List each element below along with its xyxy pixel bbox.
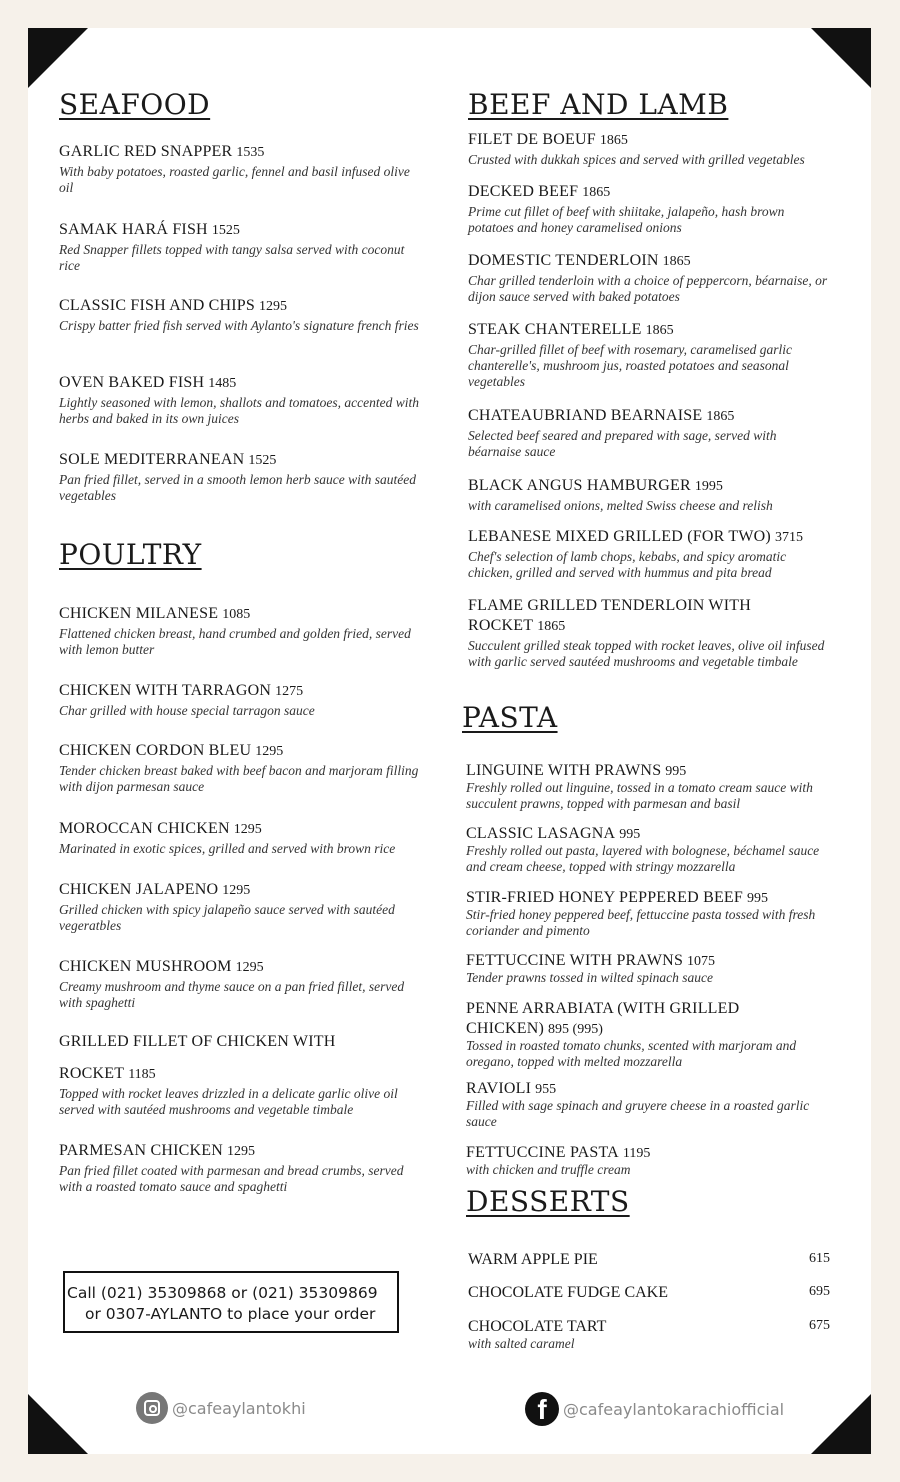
item-price: 1295: [233, 822, 262, 837]
item-description: with caramelised onions, melted Swiss cheese and relish: [468, 498, 773, 513]
menu-item: [466, 1078, 831, 1130]
section-title-desserts: DESSERTS: [466, 1185, 630, 1218]
item-name: CHICKEN MILANESE: [59, 605, 219, 622]
item-name: CHICKEN JALAPENO: [59, 881, 219, 898]
menu-item: [59, 141, 424, 196]
item-name: WARM APPLE PIE: [468, 1251, 598, 1268]
item-name: STIR-FRIED HONEY PEPPERED BEEF: [466, 889, 743, 906]
section-title-seafood: SEAFOOD: [59, 88, 211, 121]
item-description: Tender chicken breast baked with beef bacon and marjoram filling with dijon parmesan sauce: [59, 763, 419, 794]
item-price: 1085: [222, 607, 251, 622]
item-description: with chicken and truffle cream: [466, 1162, 631, 1177]
item-name: PENNE ARRABIATA (WITH GRILLED CHICKEN): [466, 1000, 740, 1037]
item-price: 1865: [599, 133, 628, 148]
item-description: Flattened chicken breast, hand crumbed and golden fried, served with lemon butter: [59, 626, 411, 657]
instagram-handle[interactable]: [136, 1392, 306, 1424]
item-description: Topped with rocket leaves drizzled in a delicate garlic olive oil served with sautéed mushrooms and vegetable timbale: [59, 1086, 398, 1117]
facebook-text: @cafeaylantokarachiofficial: [563, 1399, 785, 1419]
item-price: 1865: [645, 323, 674, 338]
item-description: Char grilled tenderloin with a choice of peppercorn, béarnaise, or dijon sauce served with baked potatoes: [468, 273, 828, 304]
item-price: 675: [809, 1318, 830, 1333]
item-description: Pan fried fillet, served in a smooth lemon herb sauce with sautéed vegetables: [59, 472, 416, 503]
item-price: 1995: [694, 479, 723, 494]
call-line: Call (021) 35309868 or (021) 35309869: [67, 1284, 378, 1302]
item-price: 1195: [622, 1146, 651, 1161]
item-name: DOMESTIC TENDERLOIN: [468, 252, 659, 269]
item-price: 1485: [208, 376, 237, 391]
item-description: Selected beef seared and prepared with sage, served with béarnaise sauce: [468, 428, 777, 459]
item-price: 895 (995): [548, 1022, 603, 1037]
dessert-item: [468, 1284, 830, 1302]
item-description: Char grilled with house special tarragon sauce: [59, 703, 315, 718]
menu-item: [59, 1033, 424, 1118]
item-price: 3715: [774, 530, 803, 545]
item-name: CHICKEN WITH TARRAGON: [59, 682, 272, 699]
corner-decoration: [811, 1394, 871, 1454]
item-price: 995: [746, 891, 768, 906]
item-name: PARMESAN CHICKEN: [59, 1142, 223, 1159]
item-description: Grilled chicken with spicy jalapeño sauce served with sautéed vegeratbles: [59, 902, 395, 933]
menu-item: [468, 319, 833, 390]
menu-item: [59, 449, 424, 504]
item-price: 1865: [706, 409, 735, 424]
item-price: 1865: [662, 254, 691, 269]
dessert-item: [468, 1318, 830, 1352]
item-price: 1525: [248, 453, 277, 468]
item-name: OVEN BAKED FISH: [59, 374, 205, 391]
item-price: 1295: [235, 960, 264, 975]
menu-item: [466, 887, 831, 939]
item-description: Red Snapper fillets topped with tangy salsa served with coconut rice: [59, 242, 405, 273]
menu-item: [468, 129, 833, 168]
item-name: DECKED BEEF: [468, 183, 579, 200]
section-title-poultry: POULTRY: [59, 538, 202, 571]
item-description: Freshly rolled out pasta, layered with bolognese, béchamel sauce and cream cheese, topped with stringy mozzarella: [466, 843, 820, 874]
item-name: ROCKET: [59, 1065, 125, 1082]
item-name: LEBANESE MIXED GRILLED (FOR TWO): [468, 528, 771, 545]
menu-page: [28, 28, 871, 1454]
menu-item: [59, 372, 424, 427]
menu-item: [59, 603, 424, 658]
item-name: MOROCCAN CHICKEN: [59, 820, 230, 837]
menu-item: [468, 475, 833, 514]
menu-item: [468, 181, 833, 236]
corner-decoration: [28, 28, 88, 88]
item-name: CLASSIC LASAGNA: [466, 825, 616, 842]
item-price: 1865: [582, 185, 611, 200]
menu-item: [59, 956, 424, 1011]
item-description: Pan fried fillet coated with parmesan and bread crumbs, served with a roasted tomato sauce and spaghetti: [59, 1163, 404, 1194]
call-line: or 0307-AYLANTO to place your order: [85, 1305, 376, 1323]
item-description: Succulent grilled steak topped with rocket leaves, olive oil infused with garlic served sautéed mushrooms and vegetable timbale: [468, 638, 825, 669]
item-price: 1295: [255, 744, 284, 759]
corner-decoration: [28, 1394, 88, 1454]
item-description: Tender prawns tossed in wilted spinach sauce: [466, 970, 714, 985]
item-name: FETTUCCINE WITH PRAWNS: [466, 952, 684, 969]
item-name: FILET DE BOEUF: [468, 131, 596, 148]
item-name: BLACK ANGUS HAMBURGER: [468, 477, 691, 494]
menu-item: [59, 295, 424, 334]
item-price: 1185: [128, 1067, 156, 1082]
facebook-handle[interactable]: [525, 1392, 784, 1426]
item-name-line: GRILLED FILLET OF CHICKEN WITH: [59, 1033, 336, 1050]
item-description: Tossed in roasted tomato chunks, scented with marjoram and oregano, topped with melted mozzarella: [466, 1038, 797, 1069]
menu-item: [59, 740, 424, 795]
menu-item: [466, 1142, 831, 1178]
item-price: 1075: [687, 954, 716, 969]
item-name: GARLIC RED SNAPPER: [59, 143, 233, 160]
item-name: CHOCOLATE TART: [468, 1318, 607, 1335]
item-price: 995: [619, 827, 641, 842]
item-description: Creamy mushroom and thyme sauce on a pan fried fillet, served with spaghetti: [59, 979, 405, 1010]
facebook-icon: f: [525, 1392, 559, 1426]
item-description: Chef's selection of lamb chops, kebabs, and spicy aromatic chicken, grilled and served with hummus and pita bread: [468, 549, 787, 580]
item-description: Crispy batter fried fish served with Aylanto's signature french fries: [59, 318, 419, 333]
order-call-box: [63, 1271, 399, 1333]
menu-item: [468, 250, 833, 305]
item-description: Stir-fried honey peppered beef, fettuccine pasta tossed with fresh coriander and pimento: [466, 907, 816, 938]
item-name: SAMAK HARÁ FISH: [59, 221, 208, 238]
menu-item: [466, 998, 797, 1070]
item-price: 1295: [226, 1144, 255, 1159]
item-price: 1295: [222, 883, 251, 898]
menu-item: [59, 818, 424, 857]
item-name: CHATEAUBRIAND BEARNAISE: [468, 407, 703, 424]
menu-item: [466, 823, 831, 875]
menu-item: [59, 680, 424, 719]
item-name: LINGUINE WITH PRAWNS: [466, 762, 662, 779]
item-name: STEAK CHANTERELLE: [468, 321, 642, 338]
item-description: With baby potatoes, roasted garlic, fennel and basil infused olive oil: [59, 164, 410, 195]
item-description: with salted caramel: [468, 1336, 575, 1351]
item-description: Lightly seasoned with lemon, shallots and tomatoes, accented with herbs and baked in its own juices: [59, 395, 419, 426]
item-price: 1535: [236, 145, 265, 160]
menu-item: [468, 405, 833, 460]
menu-item: [468, 526, 833, 581]
item-price: 955: [535, 1082, 557, 1097]
item-description: Filled with sage spinach and gruyere cheese in a roasted garlic sauce: [466, 1098, 810, 1129]
item-name: CHICKEN MUSHROOM: [59, 958, 232, 975]
item-price: 1295: [259, 299, 288, 314]
item-description: Freshly rolled out linguine, tossed in a tomato cream sauce with succulent prawns, topped with parmesan and basil: [466, 780, 813, 811]
menu-item: [468, 595, 825, 670]
item-price: 1525: [211, 223, 240, 238]
item-name: CHOCOLATE FUDGE CAKE: [468, 1284, 668, 1301]
item-description: Crusted with dukkah spices and served with grilled vegetables: [468, 152, 805, 167]
menu-item: [59, 219, 424, 274]
menu-item: [466, 760, 831, 812]
corner-decoration: [811, 28, 871, 88]
item-price: 695: [809, 1284, 830, 1299]
menu-item: [59, 1140, 424, 1195]
item-name: CHICKEN CORDON BLEU: [59, 742, 252, 759]
item-name: FLAME GRILLED TENDERLOIN WITH ROCKET: [468, 597, 751, 634]
item-name: SOLE MEDITERRANEAN: [59, 451, 245, 468]
instagram-icon: [136, 1392, 168, 1424]
dessert-item: [468, 1251, 830, 1269]
item-description: Marinated in exotic spices, grilled and served with brown rice: [59, 841, 396, 856]
instagram-text: @cafeaylantokhi: [172, 1398, 306, 1418]
item-price: 1275: [275, 684, 304, 699]
menu-item: [466, 950, 831, 986]
item-price: 1865: [537, 619, 566, 634]
item-name: RAVIOLI: [466, 1080, 532, 1097]
section-title-beef-and-lamb: BEEF AND LAMB: [468, 88, 729, 121]
menu-item: [59, 879, 424, 934]
item-description: Prime cut fillet of beef with shiitake, jalapeño, hash brown potatoes and honey caramelised onions: [468, 204, 785, 235]
item-name: CLASSIC FISH AND CHIPS: [59, 297, 256, 314]
section-title-pasta: PASTA: [462, 701, 558, 734]
item-price: 615: [809, 1251, 830, 1266]
item-price: 995: [665, 764, 687, 779]
item-description: Char-grilled fillet of beef with rosemary, caramelised garlic chanterelle's, mushroom jus, roasted potatoes and seasonal vegetables: [468, 342, 792, 389]
item-name: FETTUCCINE PASTA: [466, 1144, 619, 1161]
